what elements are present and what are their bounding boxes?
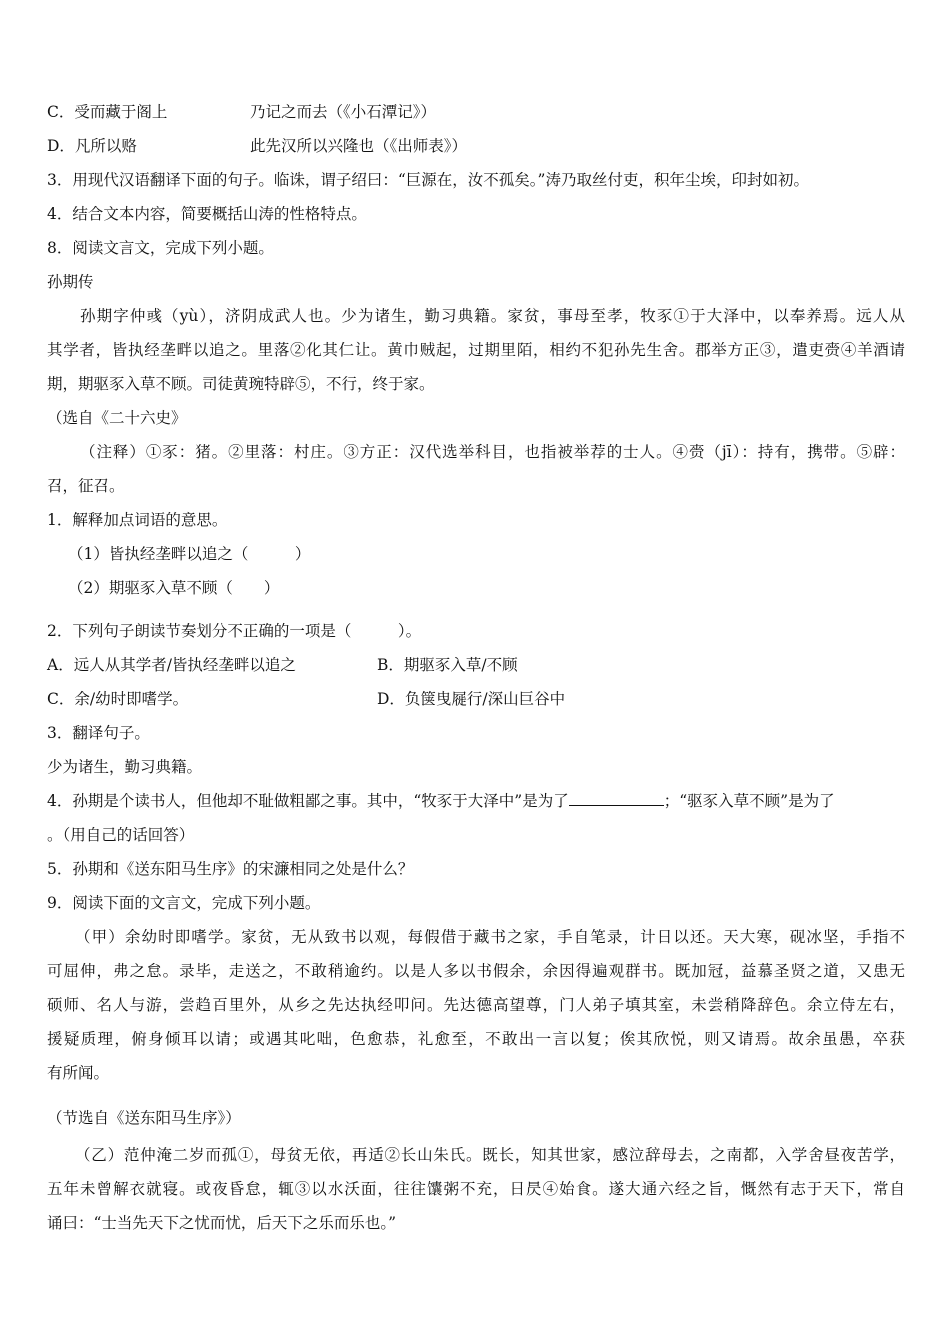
passage-title: 孙期传 [47, 273, 94, 291]
option-c: C．余/幼时即嗜学。 [47, 690, 189, 708]
subquestion-1-item-2: （2）期驱豕入草不顾（ ） [68, 579, 280, 597]
options-cd [47, 689, 566, 709]
subquestion-5: 5．孙期和《送东阳马生序》的宋濂相同之处是什么？ [47, 860, 414, 878]
passage-jia-line: 硕师、名人与游，尝趋百里外，从乡之先达执经叩问。先达德高望尊，门人弟子填其室，未尝稍降辞色。余立侍左右， [47, 996, 905, 1014]
passage-jia-line: 可屈伸，弗之怠。录毕，走送之，不敢稍逾约。以是人多以书假余，余因得遍观群书。既加冠，益慕圣贤之道，又患无 [47, 962, 905, 980]
option-a: A．远人从其学者/皆执经垄畔以追之 [47, 656, 296, 674]
passage-jia-line: 有所闻。 [47, 1064, 110, 1082]
option-d-left: D．凡所以赂 [47, 137, 137, 155]
subquestion-2: 2．下列句子朗读节奏划分不正确的一项是（ ）。 [47, 622, 422, 640]
subquestion-4-text: 4．孙期是个读书人，但他却不耻做粗鄙之事。其中，“牧豕于大泽中”是为了 [47, 792, 569, 810]
subquestion-1-item-1: （1）皆执经垄畔以追之（ ） [68, 545, 311, 563]
question-4: 4．结合文本内容，简要概括山涛的性格特点。 [47, 205, 367, 223]
passage-yi-line: 五年未曾解衣就寝。或夜昏怠，辄③以水沃面，往往馕粥不充，日昃④始食。遂大通六经之旨，慨然有志于天下，常自 [47, 1180, 905, 1198]
subquestion-1: 1．解释加点词语的意思。 [47, 511, 228, 529]
option-d: D．负箧曳屣行/深山巨谷中 [377, 690, 566, 708]
translate-sentence: 少为诸生，勤习典籍。 [47, 758, 203, 776]
passage-yi-line: 诵曰：“士当先天下之忧而忧，后天下之乐而乐也。” [47, 1214, 397, 1232]
subquestion-3: 3．翻译句子。 [47, 724, 150, 742]
option-d [47, 136, 468, 156]
subquestion-4-end: 。（用自己的话回答） [47, 826, 195, 844]
passage-yi-line: （乙）范仲淹二岁而孤①，母贫无依，再适②长山朱氏。既长，知其世家，感泣辞母去，之南都，入学舍昼夜苦学， [75, 1146, 905, 1164]
section-8-heading: 8．阅读文言文，完成下列小题。 [47, 239, 274, 257]
passage-line: 孙期字仲彧（yù），济阴成武人也。少为诸生，勤习典籍。家贫，事母至孝，牧豕①于大泽中，以奉养焉。远人从 [80, 307, 905, 325]
answer-blank[interactable] [569, 791, 664, 806]
passage-jia-line: 援疑质理，俯身倾耳以请；或遇其叱咄，色愈恭，礼愈至，不敢出一言以复；俟其欣悦，则又请焉。故余虽愚，卒获 [47, 1030, 905, 1048]
option-c-left: C．受而藏于阁上 [47, 103, 168, 121]
options-ab [47, 655, 518, 675]
subquestion-4 [47, 791, 835, 811]
option-c [47, 102, 437, 122]
passage-jia-source: （节选自《送东阳马生序》） [47, 1109, 241, 1127]
passage-line: 期，期驱豕入草不顾。司徒黄琬特辟⑤，不行，终于家。 [47, 375, 435, 393]
subquestion-4-text-2: ；“驱豕入草不顾”是为了 [663, 792, 835, 810]
annotation-line: （注释）①豕：猪。②里落：村庄。③方正：汉代选举科目，也指被举荐的士人。④赍（jī）：持有，携带。⑤辟： [80, 443, 905, 461]
passage-line: 其学者，皆执经垄畔以追之。里落②化其仁让。黄巾贼起，过期里陌，相约不犯孙先生舍。郡举方正③，遣吏赍④羊酒请 [47, 341, 905, 359]
passage-jia-line: （甲）余幼时即嗜学。家贫，无从致书以观，每假借于藏书之家，手自笔录，计日以还。天大寒，砚冰坚，手指不 [75, 928, 905, 946]
section-9-heading: 9．阅读下面的文言文，完成下列小题。 [47, 894, 321, 912]
option-c-right: 乃记之而去（《小石潭记》） [250, 103, 437, 121]
passage-source: （选自《二十六史》 [47, 409, 187, 427]
annotation-line: 召，征召。 [47, 477, 125, 495]
option-d-right: 此先汉所以兴隆也（《出师表》） [250, 137, 468, 155]
option-b: B．期驱豕入草/不顾 [377, 656, 518, 674]
question-3: 3．用现代汉语翻译下面的句子。临诛，谓子绍曰：“巨源在，汝不孤矣。”涛乃取丝付吏，积年尘埃，印封如初。 [47, 171, 809, 189]
